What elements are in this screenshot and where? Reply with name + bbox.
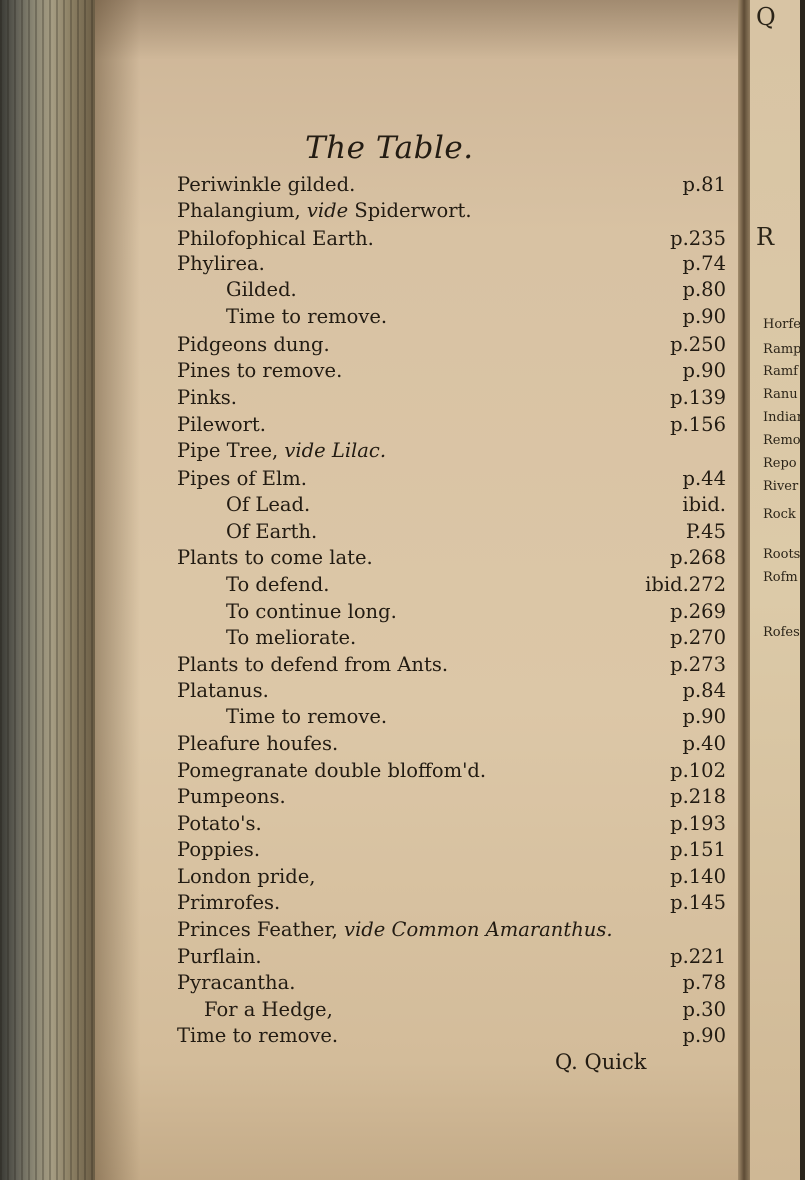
page-ref: p.40 — [682, 732, 726, 755]
index-subentry: To defend. — [226, 573, 330, 596]
index-entry: Potato's. — [177, 812, 262, 835]
page-ref: ibid. — [682, 493, 726, 516]
index-entry: Pomegranate double bloffom'd. — [177, 759, 487, 782]
facing-fragment: R — [756, 223, 775, 251]
facing-fragment: Indian — [763, 410, 805, 425]
index-entry: Pipe Tree, vide Lilac. — [177, 439, 387, 462]
page-ref: p.218 — [670, 785, 726, 808]
page-ref: p.90 — [682, 1024, 726, 1047]
page-ref: p.193 — [670, 812, 726, 835]
page-ref: p.90 — [682, 705, 726, 728]
page-ref: p.102 — [670, 759, 726, 782]
index-subentry: For a Hedge, — [204, 998, 333, 1021]
facing-page — [750, 0, 805, 1180]
index-subentry: Of Lead. — [226, 493, 311, 516]
page-ref: p.44 — [682, 467, 726, 490]
page-ref: p.90 — [682, 305, 726, 328]
page-ref: P.45 — [685, 520, 726, 543]
facing-fragment: Rock — [763, 507, 796, 522]
facing-fragment: Remo — [763, 433, 801, 448]
index-entry: Pleafure houfes. — [177, 732, 339, 755]
facing-fragment: Ramp — [763, 342, 802, 357]
page-ref: p.81 — [682, 173, 726, 196]
facing-fragment: Roots — [763, 547, 801, 562]
page-ref: p.250 — [670, 333, 726, 356]
page-ref: p.139 — [670, 386, 726, 409]
page-ref: p.269 — [670, 600, 726, 623]
page-ref: ibid.272 — [645, 573, 726, 596]
page-ref: p.156 — [670, 413, 726, 436]
facing-fragment: River — [763, 479, 799, 494]
facing-fragment: Q — [756, 3, 776, 31]
index-entry: Philofophical Earth. — [177, 227, 374, 250]
page-ref: p.145 — [670, 891, 726, 914]
index-entry: London pride, — [177, 865, 316, 888]
index-entry: Time to remove. — [177, 1024, 339, 1047]
index-entry: Periwinkle gilded. — [177, 173, 356, 196]
index-subentry: To meliorate. — [226, 626, 357, 649]
page-ref: p.74 — [682, 252, 726, 275]
index-entry: Pidgeons dung. — [177, 333, 330, 356]
index-entry: Princes Feather, vide Common Amaranthus. — [177, 918, 613, 941]
facing-fragment: Ranu — [763, 387, 798, 402]
page-ref: p.151 — [670, 838, 726, 861]
index-entry: Primrofes. — [177, 891, 281, 914]
page-ref: p.221 — [670, 945, 726, 968]
page-ref: p.78 — [682, 971, 726, 994]
facing-fragment: Horfe — [763, 317, 801, 332]
index-subentry: Time to remove. — [226, 305, 388, 328]
index-entry: Phylirea. — [177, 252, 265, 275]
index-entry: Plants to come late. — [177, 546, 373, 569]
index-subentry: To continue long. — [226, 600, 397, 623]
index-entry: Pilewort. — [177, 413, 266, 436]
page-ref: p.140 — [670, 865, 726, 888]
facing-fragment: Rofm — [763, 570, 798, 585]
facing-fragment: Repo — [763, 456, 797, 471]
facing-fragment: Ramf — [763, 364, 798, 379]
catchword: Q. Quick — [555, 1050, 647, 1074]
index-entry: Plants to defend from Ants. — [177, 653, 449, 676]
facing-fragment: Rofes — [763, 625, 800, 640]
index-entry: Purflain. — [177, 945, 262, 968]
index-entry: Poppies. — [177, 838, 261, 861]
page-ref: p.80 — [682, 278, 726, 301]
index-entry: Pines to remove. — [177, 359, 343, 382]
index-subentry: Time to remove. — [226, 705, 388, 728]
index-entry: Pinks. — [177, 386, 237, 409]
page-ref: p.270 — [670, 626, 726, 649]
index-entry: Pyracantha. — [177, 971, 296, 994]
page-ref: p.268 — [670, 546, 726, 569]
page-ref: p.84 — [682, 679, 726, 702]
page-header: The Table. — [305, 130, 474, 166]
index-entry: Phalangium, vide Spiderwort. — [177, 199, 472, 222]
page-ref: p.90 — [682, 359, 726, 382]
page-ref: p.30 — [682, 998, 726, 1021]
book-edge-left — [0, 0, 95, 1180]
index-subentry: Gilded. — [226, 278, 297, 301]
page-ref: p.235 — [670, 227, 726, 250]
index-subentry: Of Earth. — [226, 520, 318, 543]
index-entry: Pipes of Elm. — [177, 467, 307, 490]
page-ref: p.273 — [670, 653, 726, 676]
index-entry: Platanus. — [177, 679, 269, 702]
book-gutter — [738, 0, 750, 1180]
index-entry: Pumpeons. — [177, 785, 286, 808]
